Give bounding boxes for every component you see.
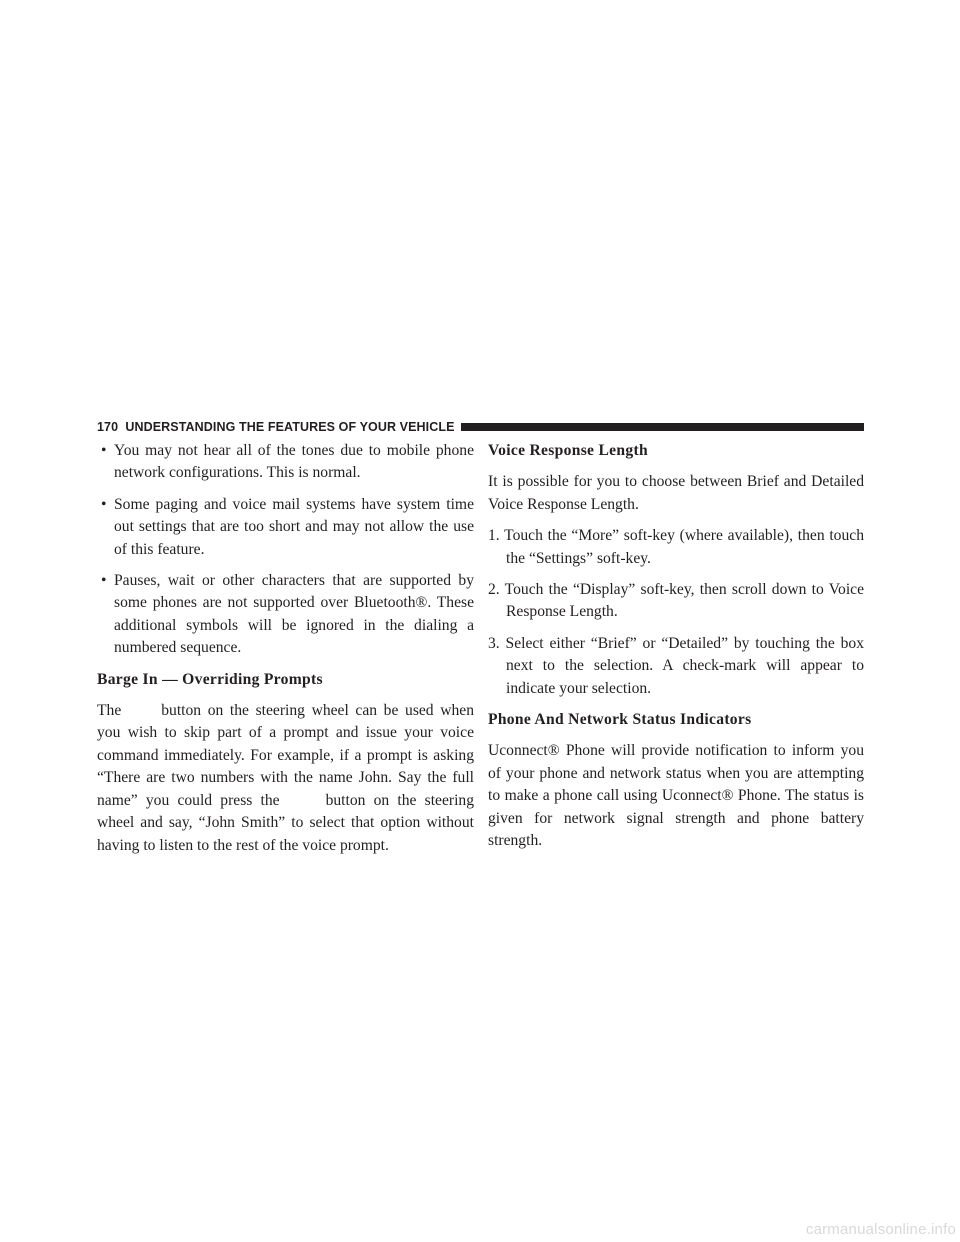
bullet-item xyxy=(97,570,474,660)
section-heading: Phone And Network Status Indicators xyxy=(488,711,752,729)
bullet-icon: • xyxy=(101,572,107,590)
page-header xyxy=(97,418,864,436)
bullet-icon: • xyxy=(101,442,107,459)
page-number: 170 xyxy=(97,420,119,434)
left-column xyxy=(97,440,474,857)
numbered-step: 2. Touch the “Display” soft-key, then scroll down to Voice Response Length. xyxy=(488,581,864,621)
section-heading: Barge In — Overriding Prompts xyxy=(97,670,323,688)
bullet-text: You may not hear all of the tones due to mobile phone network configurations. This is normal. xyxy=(114,442,474,482)
bullet-text: Some paging and voice mail systems have system time out settings that are too short and may not allow the use of this feature. xyxy=(114,495,474,558)
paragraph-text: button on the steering wheel can be used when you wish to skip part of a prompt and issue your voice command immediately. For example, if a prompt is asking “There are two numbers with the name John. Say the full name” you could press the xyxy=(97,702,474,809)
paragraph xyxy=(97,700,474,857)
bullet-icon: • xyxy=(101,495,107,513)
header-rule xyxy=(461,423,864,431)
paragraph-text: The xyxy=(97,702,122,720)
section-heading: Voice Response Length xyxy=(488,442,648,459)
paragraph-text: button on the steering wheel and say, “John Smith” to select that option without having to listen to the rest of the voice prompt. xyxy=(97,791,474,854)
page-number-and-title xyxy=(97,420,455,434)
watermark: carmanualsonline.info xyxy=(805,1221,956,1238)
section-title: UNDERSTANDING THE FEATURES OF YOUR VEHICLE xyxy=(125,420,455,434)
numbered-step: 1. Touch the “More” soft-key (where available), then touch the “Settings” soft-key. xyxy=(488,527,864,567)
numbered-step: 3. Select either “Brief” or “Detailed” by touching the box next to the selection. A check-mark will appear to indicate your selection. xyxy=(488,634,864,697)
right-column xyxy=(488,440,864,853)
bullet-item xyxy=(97,494,474,561)
paragraph: It is possible for you to choose between Brief and Detailed Voice Response Length. xyxy=(488,473,864,513)
bullet-item xyxy=(97,440,474,485)
bullet-text: Pauses, wait or other characters that are supported by some phones are not supported over Bluetooth®. These additional symbols will be ignored in the dialing a numbered sequence. xyxy=(114,572,474,657)
paragraph: Uconnect® Phone will provide notification to inform you of your phone and network status when you are attempting to make a phone call using Uconnect® Phone. The status is given for network signal strength and phone battery strength. xyxy=(488,742,864,850)
